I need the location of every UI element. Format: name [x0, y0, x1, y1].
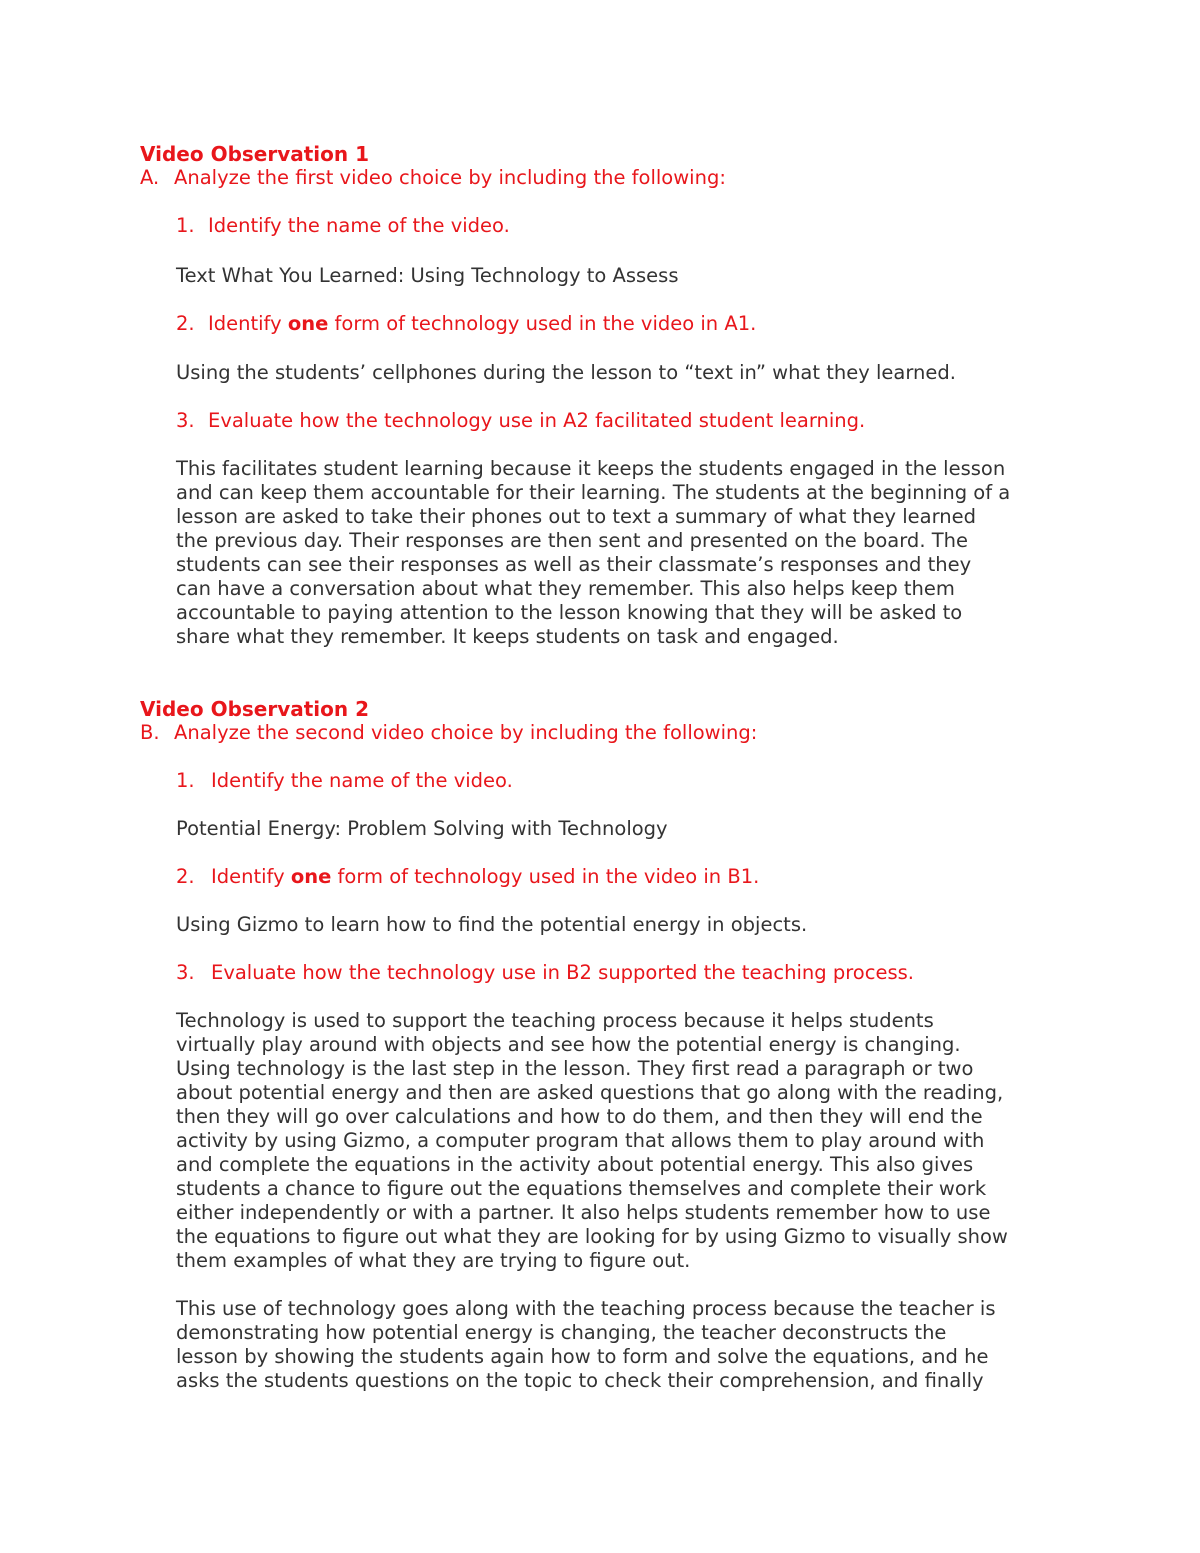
- section1-prompt-text: Analyze the first video choice by including the following:: [174, 166, 726, 189]
- section1-question-1: [176, 214, 510, 238]
- section2-prompt-text: Analyze the second video choice by including the following:: [174, 721, 758, 744]
- paragraph-line: lesson are asked to take their phones out to text a summary of what they learned: [176, 505, 976, 528]
- paragraph-line: and can keep them accountable for their learning. The students at the beginning of a: [176, 481, 1011, 504]
- question-number: 3.: [176, 409, 195, 432]
- section1-prompt: [140, 166, 726, 190]
- section2-answer-4: [176, 1297, 995, 1393]
- question-number: 1.: [176, 769, 195, 792]
- paragraph-line: students can see their responses as well as their classmate’s responses and they: [176, 553, 972, 576]
- paragraph-line: demonstrating how potential energy is changing, the teacher deconstructs the: [176, 1321, 947, 1344]
- section2-prompt: [140, 721, 757, 745]
- paragraph-line: about potential energy and then are asked questions that go along with the reading,: [176, 1081, 1004, 1104]
- question-text-emphasis: one: [287, 312, 329, 335]
- question-text: Identify the name of the video.: [211, 769, 513, 792]
- paragraph-line: them examples of what they are trying to figure out.: [176, 1249, 691, 1272]
- section2-question-3: [176, 961, 914, 985]
- section2-answer-2: Using Gizmo to learn how to find the potential energy in objects.: [176, 913, 808, 936]
- question-number: 2.: [176, 865, 195, 888]
- paragraph-line: This use of technology goes along with the teaching process because the teacher is: [176, 1297, 996, 1320]
- section1-prompt-letter: A.: [140, 166, 160, 189]
- paragraph-line: can have a conversation about what they remember. This also helps keep them: [176, 577, 955, 600]
- section2-question-1: [176, 769, 513, 793]
- section2-answer-1: Potential Energy: Problem Solving with Technology: [176, 817, 668, 840]
- paragraph-line: Using technology is the last step in the lesson. They first read a paragraph or two: [176, 1057, 974, 1080]
- paragraph-line: either independently or with a partner. It also helps students remember how to use: [176, 1201, 991, 1224]
- section2-prompt-letter: B.: [140, 721, 160, 744]
- paragraph-line: asks the students questions on the topic to check their comprehension, and finally: [176, 1369, 984, 1392]
- paragraph-line: lesson by showing the students again how to form and solve the equations, and he: [176, 1345, 989, 1368]
- paragraph-line: the equations to figure out what they are looking for by using Gizmo to visually show: [176, 1225, 1008, 1248]
- section1-answer-3: [176, 457, 1010, 649]
- paragraph-line: share what they remember. It keeps students on task and engaged.: [176, 625, 839, 648]
- paragraph-line: virtually play around with objects and see how the potential energy is changing.: [176, 1033, 961, 1056]
- section1-question-2: [176, 312, 756, 336]
- paragraph-line: the previous day. Their responses are then sent and presented on the board. The: [176, 529, 968, 552]
- section1-answer-1: Text What You Learned: Using Technology to Assess: [176, 264, 679, 287]
- paragraph-line: then they will go over calculations and how to do them, and then they will end the: [176, 1105, 983, 1128]
- paragraph-line: students a chance to figure out the equations themselves and complete their work: [176, 1177, 987, 1200]
- question-text-emphasis: one: [290, 865, 332, 888]
- section1-answer-2: Using the students’ cellphones during the lesson to “text in” what they learned.: [176, 361, 956, 384]
- question-text-pre: Identify: [211, 865, 291, 888]
- question-text: Evaluate how the technology use in A2 facilitated student learning.: [208, 409, 866, 432]
- paragraph-line: and complete the equations in the activity about potential energy. This also gives: [176, 1153, 974, 1176]
- section2-heading: Video Observation 2: [140, 697, 370, 721]
- question-text: Identify the name of the video.: [208, 214, 510, 237]
- section2-answer-3: [176, 1009, 1008, 1273]
- question-text-post: form of technology used in the video in A1.: [328, 312, 757, 335]
- question-number: 3.: [176, 961, 195, 984]
- section1-heading: Video Observation 1: [140, 142, 370, 166]
- section1-question-3: [176, 409, 865, 433]
- paragraph-line: activity by using Gizmo, a computer program that allows them to play around with: [176, 1129, 985, 1152]
- question-text-post: form of technology used in the video in B1.: [331, 865, 760, 888]
- section2-question-2: [176, 865, 759, 889]
- paragraph-line: accountable to paying attention to the lesson knowing that they will be asked to: [176, 601, 963, 624]
- question-text-pre: Identify: [208, 312, 288, 335]
- question-number: 1.: [176, 214, 195, 237]
- paragraph-line: Technology is used to support the teaching process because it helps students: [176, 1009, 934, 1032]
- question-number: 2.: [176, 312, 195, 335]
- paragraph-line: This facilitates student learning because it keeps the students engaged in the lesson: [176, 457, 1006, 480]
- question-text: Evaluate how the technology use in B2 supported the teaching process.: [211, 961, 914, 984]
